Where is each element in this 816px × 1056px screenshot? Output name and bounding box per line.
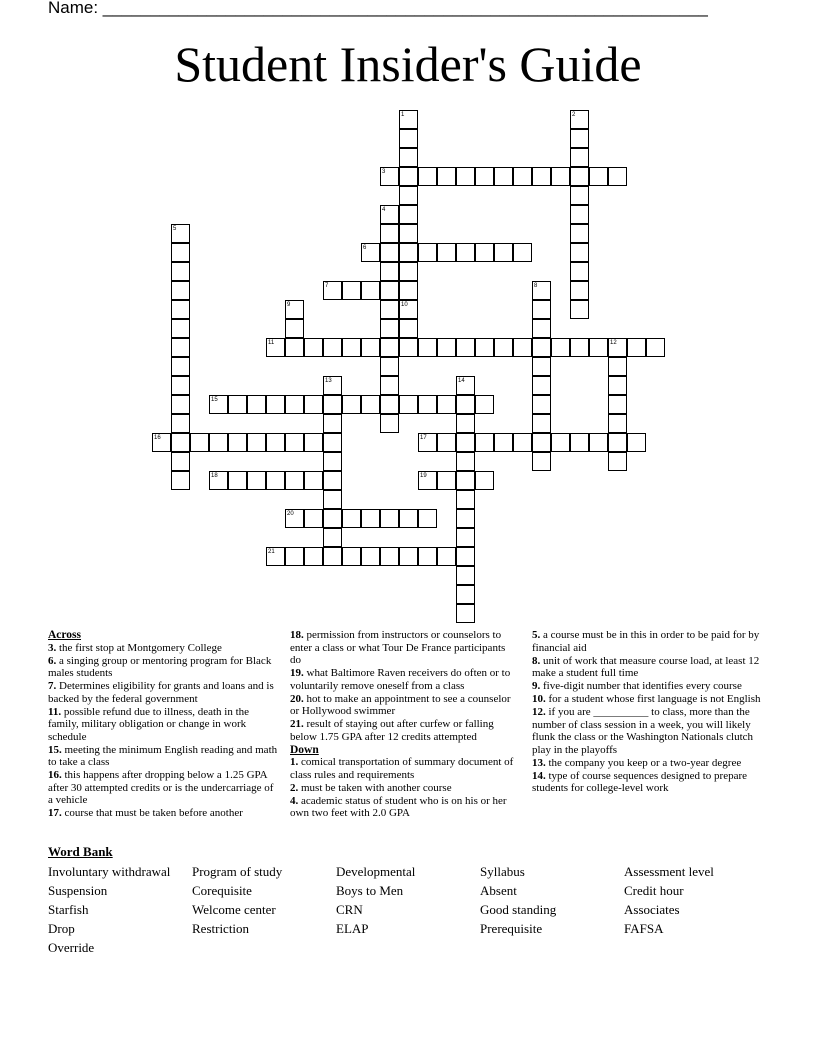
crossword-cell[interactable] — [589, 433, 608, 452]
crossword-cell[interactable] — [456, 452, 475, 471]
word-bank-title: Word Bank — [48, 844, 113, 859]
crossword-cell[interactable] — [285, 395, 304, 414]
crossword-cell[interactable] — [608, 395, 627, 414]
clue-item — [532, 706, 770, 756]
clue-item — [48, 807, 280, 820]
crossword-cell[interactable] — [171, 319, 190, 338]
crossword-cell[interactable] — [304, 509, 323, 528]
clue-num: 20. — [290, 692, 304, 705]
crossword-cell[interactable] — [361, 338, 380, 357]
crossword-cell[interactable] — [209, 433, 228, 452]
crossword-cell[interactable] — [475, 471, 494, 490]
crossword-cell[interactable] — [171, 357, 190, 376]
clue-num: 2. — [290, 781, 299, 794]
crossword-cell[interactable] — [171, 243, 190, 262]
crossword-cell[interactable] — [532, 433, 551, 452]
clue-num: 11. — [48, 705, 62, 718]
crossword-cell[interactable] — [171, 281, 190, 300]
crossword-cell[interactable] — [532, 452, 551, 471]
word-bank-item: Starfish — [48, 902, 89, 917]
crossword-cell[interactable] — [361, 281, 380, 300]
crossword-cell[interactable] — [304, 471, 323, 490]
crossword-cell[interactable] — [380, 376, 399, 395]
clue-text: what Baltimore Raven receivers do often or to voluntarily remove oneself from a class — [290, 667, 511, 692]
clue-item — [290, 667, 518, 692]
crossword-cell[interactable] — [494, 433, 513, 452]
crossword-cell[interactable] — [437, 338, 456, 357]
crossword-cell[interactable] — [380, 357, 399, 376]
clue-item — [290, 718, 518, 743]
crossword-cell[interactable] — [285, 433, 304, 452]
clue-number: 20 — [287, 511, 294, 517]
crossword-cell[interactable] — [532, 357, 551, 376]
crossword-cell[interactable] — [418, 338, 437, 357]
clue-item — [48, 769, 280, 807]
crossword-cell[interactable] — [285, 547, 304, 566]
clue-num: 15. — [48, 743, 62, 756]
crossword-cell[interactable] — [456, 243, 475, 262]
crossword-cell[interactable] — [456, 585, 475, 604]
clue-num: 9. — [532, 680, 541, 692]
clue-num: 5. — [532, 629, 541, 641]
clue-item — [290, 693, 518, 718]
word-bank-item: FAFSA — [624, 921, 664, 936]
crossword-cell[interactable] — [437, 433, 456, 452]
crossword-cell[interactable] — [380, 224, 399, 243]
crossword-cell[interactable] — [342, 547, 361, 566]
crossword-cell[interactable] — [247, 471, 266, 490]
clue-text: possible refund due to illness, death in the family, military obligation or change in work schedule — [48, 705, 250, 743]
clue-item — [532, 757, 770, 770]
crossword-cell[interactable] — [171, 414, 190, 433]
clue-item — [290, 795, 518, 820]
crossword-cell[interactable] — [380, 414, 399, 433]
crossword-cell[interactable] — [285, 471, 304, 490]
clue-number: 12 — [610, 340, 617, 346]
word-bank-item: Restriction — [192, 921, 250, 936]
crossword-cell[interactable] — [380, 262, 399, 281]
clue-item — [532, 680, 770, 693]
clue-number: 7 — [325, 283, 329, 289]
clue-num: 4. — [290, 794, 299, 807]
clue-number: 11 — [268, 340, 275, 346]
crossword-cell[interactable] — [475, 243, 494, 262]
crossword-cell[interactable] — [266, 395, 285, 414]
crossword-cell[interactable] — [570, 205, 589, 224]
clue-num: 12. — [532, 706, 546, 718]
clue-text: for a student whose first language is not English — [545, 693, 761, 705]
crossword-cell[interactable] — [532, 300, 551, 319]
clue-number: 17 — [420, 435, 427, 441]
crossword-cell[interactable] — [171, 433, 190, 452]
crossword-cell[interactable] — [323, 490, 342, 509]
clue-text: course that must be taken before another — [61, 807, 243, 819]
crossword-cell[interactable] — [532, 338, 551, 357]
crossword-cell[interactable] — [608, 376, 627, 395]
clue-num: 8. — [532, 654, 541, 667]
crossword-cell[interactable] — [456, 490, 475, 509]
crossword-cell[interactable] — [380, 243, 399, 262]
crossword-cell[interactable] — [513, 243, 532, 262]
crossword-cell[interactable] — [323, 547, 342, 566]
clue-num: 1. — [290, 756, 299, 768]
clue-text: academic status of student who is on his or her own two feet with 2.0 GPA — [290, 794, 507, 819]
crossword-cell[interactable] — [456, 509, 475, 528]
word-bank-item: Good standing — [480, 902, 557, 917]
clue-item — [48, 642, 280, 655]
name-field[interactable]: Name: ________________________________________________________________ — [48, 0, 708, 17]
word-bank-item: Associates — [624, 902, 680, 917]
crossword-cell[interactable] — [323, 509, 342, 528]
crossword-cell[interactable] — [266, 433, 285, 452]
word-bank-item: Developmental — [336, 864, 416, 879]
clue-item — [48, 680, 280, 705]
clue-num: 19. — [290, 667, 304, 679]
crossword-cell[interactable] — [494, 243, 513, 262]
crossword-cell[interactable] — [399, 395, 418, 414]
crossword-cell[interactable] — [532, 167, 551, 186]
crossword-cell[interactable] — [475, 433, 494, 452]
crossword-cell[interactable] — [532, 414, 551, 433]
crossword-cell[interactable] — [608, 414, 627, 433]
crossword-cell[interactable] — [380, 300, 399, 319]
crossword-cell[interactable] — [589, 338, 608, 357]
crossword-cell[interactable] — [171, 452, 190, 471]
clue-text: must be taken with another course — [298, 781, 452, 794]
clue-item — [48, 706, 280, 744]
crossword-cell[interactable] — [323, 414, 342, 433]
crossword-cell[interactable] — [437, 243, 456, 262]
crossword-cell[interactable] — [456, 547, 475, 566]
crossword-cell[interactable] — [399, 148, 418, 167]
crossword-cell[interactable] — [380, 509, 399, 528]
crossword-cell[interactable] — [570, 167, 589, 186]
crossword-cell[interactable] — [570, 148, 589, 167]
clue-number: 8 — [534, 283, 538, 289]
word-bank-item: Boys to Men — [336, 883, 404, 898]
word-bank-item: Corequisite — [192, 883, 252, 898]
word-bank — [48, 862, 778, 957]
crossword-cell[interactable] — [456, 604, 475, 623]
crossword-cell[interactable] — [342, 509, 361, 528]
clue-text: meeting the minimum English reading and math to take a class — [48, 743, 278, 768]
clue-text: result of staying out after curfew or falling below 1.75 GPA after 12 credits attempted — [290, 718, 494, 743]
crossword-cell[interactable] — [285, 338, 304, 357]
crossword-cell[interactable] — [399, 509, 418, 528]
word-bank-item: Welcome center — [192, 902, 276, 917]
crossword-cell[interactable] — [456, 471, 475, 490]
crossword-cell[interactable] — [323, 395, 342, 414]
crossword-cell[interactable] — [418, 243, 437, 262]
crossword-cell[interactable] — [570, 338, 589, 357]
word-bank-item: Involuntary withdrawal — [48, 864, 171, 879]
crossword-cell[interactable] — [513, 433, 532, 452]
crossword-cell[interactable] — [399, 205, 418, 224]
clues-column-3 — [532, 629, 770, 795]
crossword-cell[interactable] — [228, 471, 247, 490]
clue-num: 13. — [532, 756, 546, 769]
crossword-cell[interactable] — [456, 167, 475, 186]
clue-text: a course must be in this in order to be paid for by financial aid — [532, 629, 760, 654]
crossword-cell[interactable] — [437, 395, 456, 414]
word-bank-item: Syllabus — [480, 864, 525, 879]
crossword-cell[interactable] — [418, 395, 437, 414]
crossword-cell[interactable] — [570, 224, 589, 243]
clue-text: hot to make an appointment to see a counselor or Hollywood swimmer — [290, 692, 511, 717]
clue-number: 14 — [458, 378, 465, 384]
crossword-cell[interactable] — [399, 281, 418, 300]
crossword-cell[interactable] — [380, 395, 399, 414]
crossword-cell[interactable] — [608, 452, 627, 471]
crossword-cell[interactable] — [304, 338, 323, 357]
clue-num: 18. — [290, 629, 304, 641]
word-bank-item: Assessment level — [624, 864, 714, 879]
crossword-cell[interactable] — [532, 376, 551, 395]
crossword-cell[interactable] — [570, 300, 589, 319]
crossword-cell[interactable] — [380, 338, 399, 357]
crossword-cell[interactable] — [532, 319, 551, 338]
crossword-cell[interactable] — [342, 395, 361, 414]
clue-item — [290, 756, 518, 781]
crossword-cell[interactable] — [399, 129, 418, 148]
clue-number: 6 — [363, 245, 367, 251]
clue-number: 4 — [382, 207, 386, 213]
crossword-cell[interactable] — [456, 433, 475, 452]
crossword-cell[interactable] — [399, 167, 418, 186]
crossword-cell[interactable] — [456, 566, 475, 585]
crossword-cell[interactable] — [228, 395, 247, 414]
crossword-cell[interactable] — [494, 167, 513, 186]
clue-number: 16 — [154, 435, 161, 441]
crossword-cell[interactable] — [418, 509, 437, 528]
crossword-cell[interactable] — [323, 452, 342, 471]
clue-num: 10. — [532, 693, 546, 705]
crossword-cell[interactable] — [304, 433, 323, 452]
crossword-cell[interactable] — [551, 433, 570, 452]
crossword-cell[interactable] — [437, 471, 456, 490]
crossword-cell[interactable] — [551, 338, 570, 357]
crossword-cell[interactable] — [475, 338, 494, 357]
across-heading: Across — [48, 629, 82, 641]
clue-number: 21 — [268, 549, 275, 555]
crossword-cell[interactable] — [646, 338, 665, 357]
word-bank-item: ELAP — [336, 921, 369, 936]
crossword-cell[interactable] — [399, 338, 418, 357]
clue-number: 9 — [287, 302, 291, 308]
crossword-cell[interactable] — [627, 338, 646, 357]
clue-text: if you are __________ to class, more than the number of class session in a week, you will likely flunk the class or the Washington Nationals clutch play in the playoffs — [532, 706, 754, 756]
crossword-cell[interactable] — [247, 433, 266, 452]
crossword-cell[interactable] — [399, 224, 418, 243]
clue-num: 7. — [48, 680, 57, 692]
clues-column-2 — [290, 629, 518, 820]
crossword-cell[interactable] — [323, 433, 342, 452]
clue-item — [48, 744, 280, 769]
crossword-cell[interactable] — [418, 167, 437, 186]
crossword-cell[interactable] — [247, 395, 266, 414]
crossword-cell[interactable] — [418, 547, 437, 566]
clue-number: 3 — [382, 169, 386, 175]
crossword-cell[interactable] — [570, 186, 589, 205]
clue-text: the company you keep or a two-year degree — [545, 756, 742, 769]
clue-number: 15 — [211, 397, 218, 403]
crossword-cell[interactable] — [399, 319, 418, 338]
crossword-cell[interactable] — [437, 167, 456, 186]
crossword-cell[interactable] — [475, 395, 494, 414]
crossword-cell[interactable] — [171, 471, 190, 490]
crossword-cell[interactable] — [266, 471, 285, 490]
clue-item — [532, 629, 770, 654]
clue-number: 10 — [401, 302, 408, 308]
crossword-cell[interactable] — [570, 281, 589, 300]
clue-text: five-digit number that identifies every course — [540, 680, 742, 692]
clue-num: 17. — [48, 807, 62, 819]
word-bank-item: Absent — [480, 883, 517, 898]
crossword-cell[interactable] — [380, 281, 399, 300]
clue-item — [290, 629, 518, 667]
down-heading: Down — [290, 743, 319, 756]
word-bank-item: Drop — [48, 921, 75, 936]
word-bank-item: Program of study — [192, 864, 283, 879]
crossword-cell[interactable] — [342, 338, 361, 357]
clue-number: 19 — [420, 473, 427, 479]
crossword-cell[interactable] — [456, 528, 475, 547]
crossword-cell[interactable] — [361, 547, 380, 566]
clue-text: a singing group or mentoring program for Black males students — [48, 654, 272, 679]
clue-item — [48, 655, 280, 680]
clue-number: 18 — [211, 473, 218, 479]
crossword-cell[interactable] — [399, 243, 418, 262]
word-bank-item: Override — [48, 940, 95, 955]
crossword-cell[interactable] — [361, 395, 380, 414]
crossword-cell[interactable] — [323, 471, 342, 490]
crossword-cell[interactable] — [475, 167, 494, 186]
crossword-cell[interactable] — [456, 414, 475, 433]
crossword-cell[interactable] — [171, 395, 190, 414]
crossword-cell[interactable] — [570, 262, 589, 281]
clue-text: the first stop at Montgomery College — [56, 641, 222, 654]
clue-text: comical transportation of summary document of class rules and requirements — [290, 756, 514, 781]
crossword-cell[interactable] — [323, 528, 342, 547]
crossword-cell[interactable] — [171, 300, 190, 319]
clue-item — [532, 655, 770, 680]
clue-number: 1 — [401, 112, 405, 118]
clue-text: this happens after dropping below a 1.25 GPA after 30 attempted credits or is the undercarriage of a vehicle — [48, 769, 274, 806]
crossword-cell[interactable] — [323, 338, 342, 357]
crossword-cell[interactable] — [456, 338, 475, 357]
clue-num: 3. — [48, 641, 57, 654]
crossword-cell[interactable] — [570, 243, 589, 262]
crossword-cell[interactable] — [627, 433, 646, 452]
clue-number: 5 — [173, 226, 177, 232]
clues-column-1 — [48, 629, 280, 820]
crossword-cell[interactable] — [285, 319, 304, 338]
page-title: Student Insider's Guide — [174, 36, 642, 92]
crossword-cell[interactable] — [570, 433, 589, 452]
crossword-cell[interactable] — [399, 547, 418, 566]
crossword-cell[interactable] — [171, 262, 190, 281]
clue-item — [532, 770, 770, 795]
crossword-cell[interactable] — [608, 357, 627, 376]
crossword-cell[interactable] — [437, 547, 456, 566]
crossword-cell[interactable] — [380, 547, 399, 566]
word-bank-item: CRN — [336, 902, 363, 917]
word-bank-item: Suspension — [48, 883, 108, 898]
crossword-cell[interactable] — [399, 262, 418, 281]
crossword-cell[interactable] — [304, 395, 323, 414]
crossword-cell[interactable] — [513, 338, 532, 357]
clue-text: Determines eligibility for grants and loans and is backed by the federal government — [48, 680, 274, 705]
clue-number: 13 — [325, 378, 332, 384]
clue-item — [290, 782, 518, 795]
crossword-cell[interactable] — [608, 433, 627, 452]
crossword-cell[interactable] — [513, 167, 532, 186]
crossword-cell[interactable] — [494, 338, 513, 357]
clue-text: type of course sequences designed to prepare students for college-level work — [532, 769, 748, 794]
word-bank-item: Credit hour — [624, 883, 684, 898]
crossword-cell[interactable] — [570, 129, 589, 148]
clue-text: permission from instructors or counselors to enter a class or what Tour De France participants do — [290, 629, 506, 666]
crossword-cell[interactable] — [190, 433, 209, 452]
clue-number: 2 — [572, 112, 576, 118]
crossword-cell[interactable] — [342, 281, 361, 300]
crossword-cell[interactable] — [171, 338, 190, 357]
clue-num: 6. — [48, 654, 57, 667]
crossword-cell[interactable] — [171, 376, 190, 395]
crossword-cell[interactable] — [608, 167, 627, 186]
crossword-cell[interactable] — [304, 547, 323, 566]
crossword-cell[interactable] — [399, 186, 418, 205]
clue-num: 16. — [48, 769, 62, 781]
crossword-cell[interactable] — [532, 395, 551, 414]
clue-num: 21. — [290, 718, 304, 730]
crossword-cell[interactable] — [380, 319, 399, 338]
crossword-cell[interactable] — [551, 167, 570, 186]
crossword-cell[interactable] — [589, 167, 608, 186]
crossword-cell[interactable] — [361, 509, 380, 528]
crossword-cell[interactable] — [228, 433, 247, 452]
word-bank-item: Prerequisite — [480, 921, 543, 936]
clue-item — [532, 693, 770, 706]
clue-num: 14. — [532, 769, 546, 782]
clue-text: unit of work that measure course load, at least 12 make a student full time — [532, 654, 760, 679]
crossword-cell[interactable] — [456, 395, 475, 414]
